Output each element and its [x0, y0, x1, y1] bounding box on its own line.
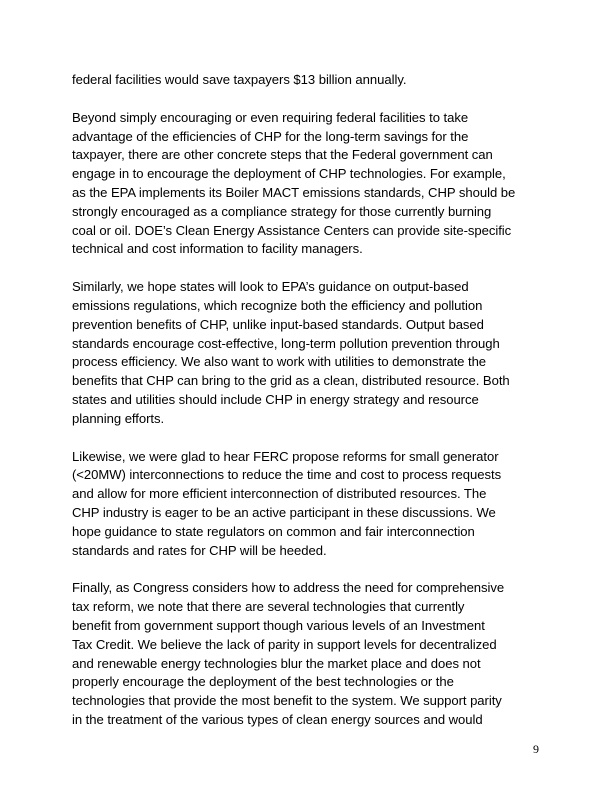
paragraph-3	[72, 278, 545, 428]
text-line: and allow for more efficient interconnection of distributed resources. The	[72, 486, 487, 502]
page-number: 9	[533, 742, 539, 756]
text-line: coal or oil. DOE’s Clean Energy Assistance Centers can provide site-specific	[72, 222, 512, 238]
text-line: federal facilities would save taxpayers $13 billion annually.	[72, 72, 407, 87]
text-line: advantage of the efficiencies of CHP for the long-term savings for the	[72, 128, 469, 144]
paragraph-2	[72, 109, 545, 259]
text-line: tax reform, we note that there are several technologies that currently	[72, 599, 465, 615]
text-line: technologies that provide the most benefit to the system. We support parity	[72, 693, 502, 709]
text-line: benefit from government support though various levels of an Investment	[72, 617, 485, 633]
text-line: properly encourage the deployment of the best technologies or the	[72, 674, 454, 690]
paragraph-1	[72, 71, 545, 90]
paragraph-4	[72, 448, 545, 561]
text-line: in the treatment of the various types of clean energy sources and would	[72, 711, 483, 727]
text-line: process efficiency. We also want to work with utilities to demonstrate the	[72, 354, 487, 370]
text-line: as the EPA implements its Boiler MACT emissions standards, CHP should be	[72, 184, 516, 200]
text-line: Likewise, we were glad to hear FERC propose reforms for small generator	[72, 448, 499, 464]
text-line: and renewable energy technologies blur the market place and does not	[72, 655, 481, 671]
text-line: prevention benefits of CHP, unlike input-based standards. Output based	[72, 316, 484, 332]
text-line: standards encourage cost-effective, long-term pollution prevention through	[72, 335, 500, 351]
text-line: taxpayer, there are other concrete steps that the Federal government can	[72, 147, 493, 163]
body-text	[72, 71, 545, 749]
text-line: Beyond simply encouraging or even requiring federal facilities to take	[72, 109, 469, 125]
text-line: engage in to encourage the deployment of CHP technologies. For example,	[72, 166, 506, 182]
text-line: Tax Credit. We believe the lack of parity in support levels for decentralized	[72, 636, 497, 652]
paragraph-5	[72, 579, 545, 729]
text-line: hope guidance to state regulators on common and fair interconnection	[72, 523, 475, 539]
text-line: benefits that CHP can bring to the grid as a clean, distributed resource. Both	[72, 373, 510, 389]
text-line: technical and cost information to facility managers.	[72, 241, 363, 257]
text-line: Finally, as Congress considers how to address the need for comprehensive	[72, 580, 505, 596]
text-line: strongly encouraged as a compliance strategy for those currently burning	[72, 203, 492, 219]
text-line: emissions regulations, which recognize both the efficiency and pollution	[72, 297, 483, 313]
text-line: (<20MW) interconnections to reduce the time and cost to process requests	[72, 467, 502, 483]
text-line: Similarly, we hope states will look to EPA’s guidance on output-based	[72, 279, 469, 295]
text-line: planning efforts.	[72, 410, 165, 426]
text-line: CHP industry is eager to be an active participant in these discussions. We	[72, 504, 496, 520]
text-line: states and utilities should include CHP in energy strategy and resource	[72, 391, 479, 407]
text-line: standards and rates for CHP will be heeded.	[72, 542, 327, 558]
